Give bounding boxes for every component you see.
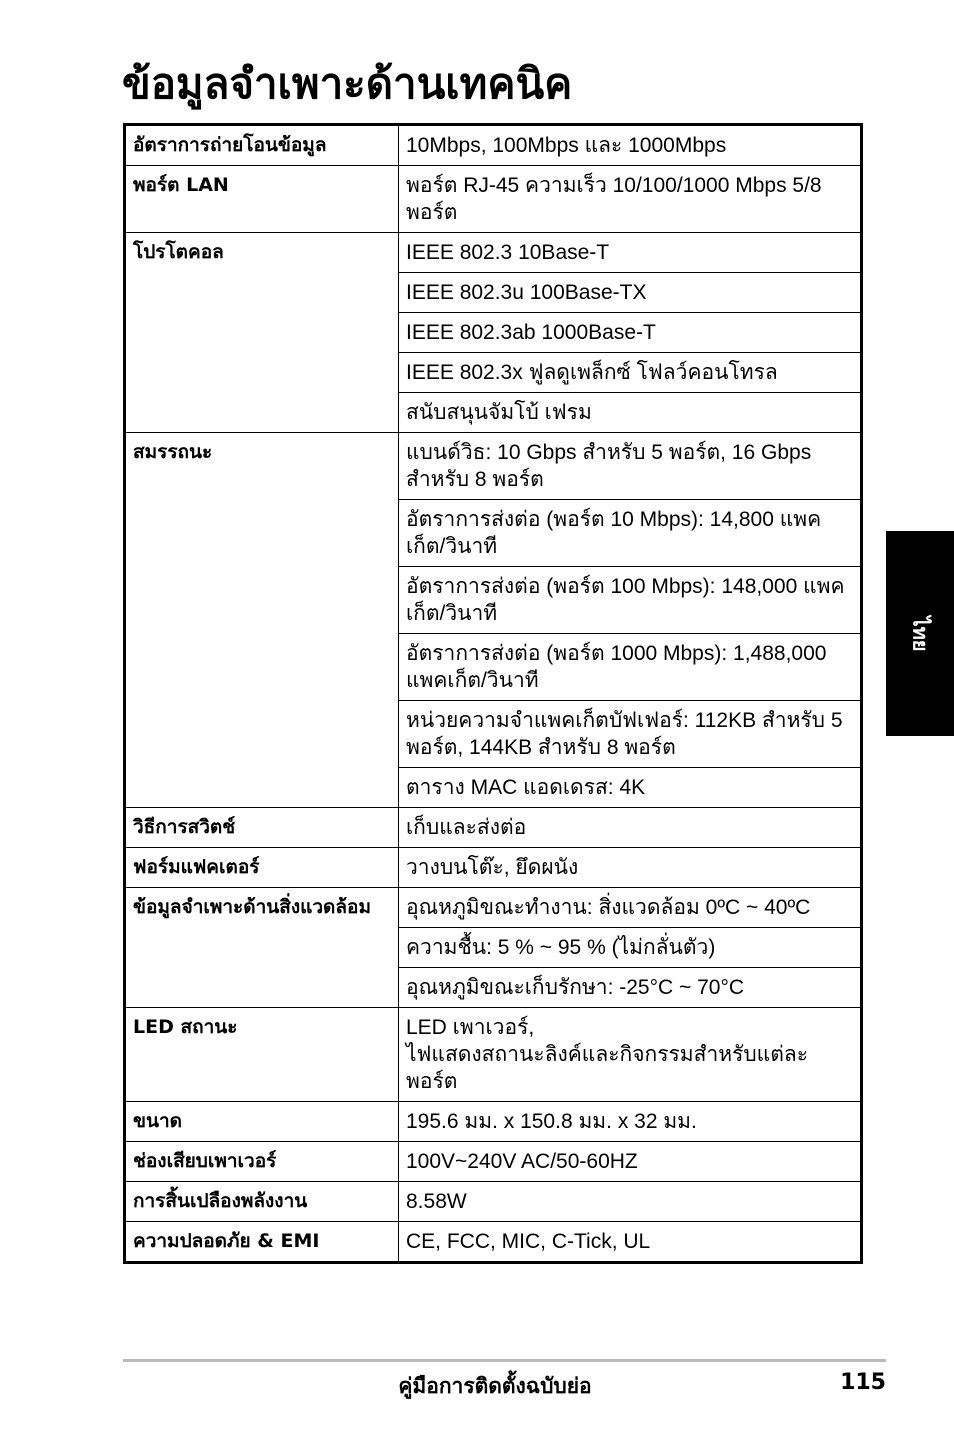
footer-title: คู่มือการติดตั้งฉบับย่อ: [398, 1374, 592, 1398]
spec-label: ความปลอดภัย & EMI: [125, 1222, 399, 1263]
spec-label: วิธีการสวิตช์: [125, 808, 399, 848]
page-number: 115: [840, 1370, 886, 1395]
spec-label: การสิ้นเปลืองพลังงาน: [125, 1182, 399, 1222]
page-title: ข้อมูลจำเพาะด้านเทคนิค: [122, 59, 573, 108]
spec-value: เก็บและส่งต่อ: [399, 808, 862, 848]
spec-row: [125, 233, 862, 273]
spec-value: ตาราง MAC แอดเดรส: 4K: [399, 768, 862, 808]
spec-label: ขนาด: [125, 1102, 399, 1142]
spec-label: ช่องเสียบเพาเวอร์: [125, 1142, 399, 1182]
spec-row: [125, 1142, 862, 1182]
spec-value: 10Mbps, 100Mbps และ 1000Mbps: [399, 125, 862, 166]
language-tab: [886, 531, 954, 736]
spec-row: [125, 808, 862, 848]
spec-row: [125, 1222, 862, 1263]
spec-label: ฟอร์มแฟคเตอร์: [125, 848, 399, 888]
spec-value: CE, FCC, MIC, C-Tick, UL: [399, 1222, 862, 1263]
spec-value: อัตราการส่งต่อ (พอร์ต 100 Mbps): 148,000 แพคเก็ต/วินาที: [399, 567, 862, 634]
spec-value: อุณหภูมิขณะเก็บรักษา: -25°C ~ 70°C: [399, 968, 862, 1008]
spec-value: อัตราการส่งต่อ (พอร์ต 1000 Mbps): 1,488,000 แพคเก็ต/วินาที: [399, 634, 862, 701]
spec-value: LED เพาเวอร์, ไฟแสดงสถานะลิงค์และกิจกรรมสำหรับแต่ละพอร์ต: [399, 1008, 862, 1102]
spec-table-body: [125, 125, 862, 1263]
spec-row: [125, 1008, 862, 1102]
spec-value: วางบนโต๊ะ, ยึดผนัง: [399, 848, 862, 888]
spec-row: [125, 848, 862, 888]
spec-value: 8.58W: [399, 1182, 862, 1222]
spec-value: พอร์ต RJ-45 ความเร็ว 10/100/1000 Mbps 5/8 พอร์ต: [399, 166, 862, 233]
spec-label: ข้อมูลจำเพาะด้านสิ่งแวดล้อม: [125, 888, 399, 1008]
spec-label: LED สถานะ: [125, 1008, 399, 1102]
spec-value: 195.6 มม. x 150.8 มม. x 32 มม.: [399, 1102, 862, 1142]
spec-row: [125, 166, 862, 233]
spec-value: อัตราการส่งต่อ (พอร์ต 10 Mbps): 14,800 แพคเก็ต/วินาที: [399, 500, 862, 567]
spec-label: สมรรถนะ: [125, 433, 399, 808]
spec-value: IEEE 802.3u 100Base-TX: [399, 273, 862, 313]
spec-value: ความชื้น: 5 % ~ 95 % (ไม่กลั่นตัว): [399, 928, 862, 968]
spec-value: แบนด์วิธ: 10 Gbps สำหรับ 5 พอร์ต, 16 Gbps สำหรับ 8 พอร์ต: [399, 433, 862, 500]
spec-row: [125, 1182, 862, 1222]
spec-label: อัตราการถ่ายโอนข้อมูล: [125, 125, 399, 166]
spec-label: พอร์ต LAN: [125, 166, 399, 233]
language-tab-label: ไทย: [908, 616, 932, 651]
spec-value: สนับสนุนจัมโบ้ เฟรม: [399, 393, 862, 433]
spec-value: IEEE 802.3ab 1000Base-T: [399, 313, 862, 353]
spec-table: [123, 123, 863, 1264]
spec-row: [125, 125, 862, 166]
spec-label: โปรโตคอล: [125, 233, 399, 433]
spec-row: [125, 888, 862, 928]
spec-row: [125, 433, 862, 500]
spec-row: [125, 1102, 862, 1142]
spec-value: อุณหภูมิขณะทำงาน: สิ่งแวดล้อม 0ºC ~ 40ºC: [399, 888, 862, 928]
spec-value: IEEE 802.3x ฟูลดูเพล็กซ์ โฟลว์คอนโทรล: [399, 353, 862, 393]
spec-value: IEEE 802.3 10Base-T: [399, 233, 862, 273]
footer-divider: [123, 1359, 886, 1362]
spec-value: 100V~240V AC/50-60HZ: [399, 1142, 862, 1182]
spec-value: หน่วยความจำแพคเก็ตบัฟเฟอร์: 112KB สำหรับ 5 พอร์ต, 144KB สำหรับ 8 พอร์ต: [399, 701, 862, 768]
